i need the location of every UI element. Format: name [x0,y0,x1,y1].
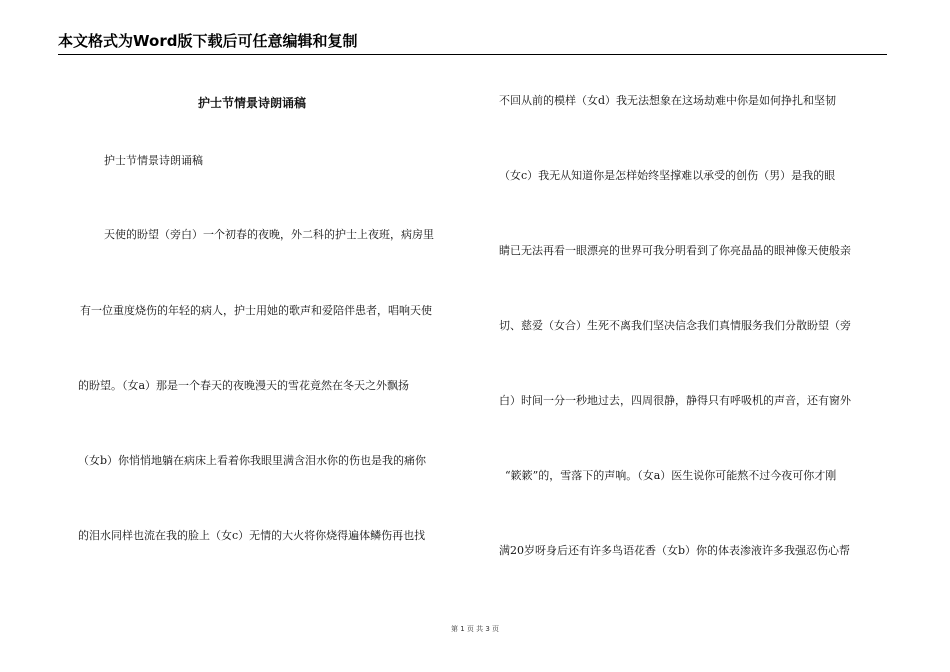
left-text-line: 的泪水同样也流在我的脸上（女c）无情的大火将你烧得遍体鳞伤再也找 [78,529,426,542]
left-text-line: 护士节情景诗朗诵稿 [104,154,203,167]
right-text-line: “簌簌”的，雪落下的声响。（女a）医生说你可能熬不过今夜可你才刚 [505,469,837,482]
right-text-line: 白）时间一分一秒地过去，四周很静，静得只有呼吸机的声音，还有窗外 [499,394,851,407]
page-indicator: 第 1 页 共 3 页 [450,625,500,633]
header-banner: 本文格式为Word版下载后可任意编辑和复制 [58,32,358,50]
header-divider [58,54,887,55]
left-text-line: 天使的盼望（旁白）一个初春的夜晚，外二科的护士上夜班，病房里 [104,228,434,241]
right-text-line: 满20岁呀身后还有许多鸟语花香（女b）你的体表渗液许多我强忍伤心帮 [499,544,851,557]
right-text-line: （女c）我无从知道你是怎样始终坚撑难以承受的创伤（男）是我的眼 [499,169,836,182]
document-title: 护士节情景诗朗诵稿 [198,96,307,110]
left-text-line: 有一位重度烧伤的年轻的病人，护士用她的歌声和爱陪伴患者，唱响天使 [80,304,432,317]
left-text-line: （女b）你悄悄地躺在病床上看着你我眼里满含泪水你的伤也是我的痛你 [78,454,427,467]
right-text-line: 睛已无法再看一眼漂亮的世界可我分明看到了你亮晶晶的眼神像天使般亲 [499,244,851,257]
left-text-line: 的盼望。（女a）那是一个春天的夜晚漫天的雪花竟然在冬天之外飘扬 [78,379,410,392]
right-text-line: 不回从前的模样（女d）我无法想象在这场劫难中你是如何挣扎和坚韧 [499,94,837,107]
right-text-line: 切、慈爱（女合）生死不离我们坚决信念我们真情服务我们分散盼望（旁 [499,319,851,332]
